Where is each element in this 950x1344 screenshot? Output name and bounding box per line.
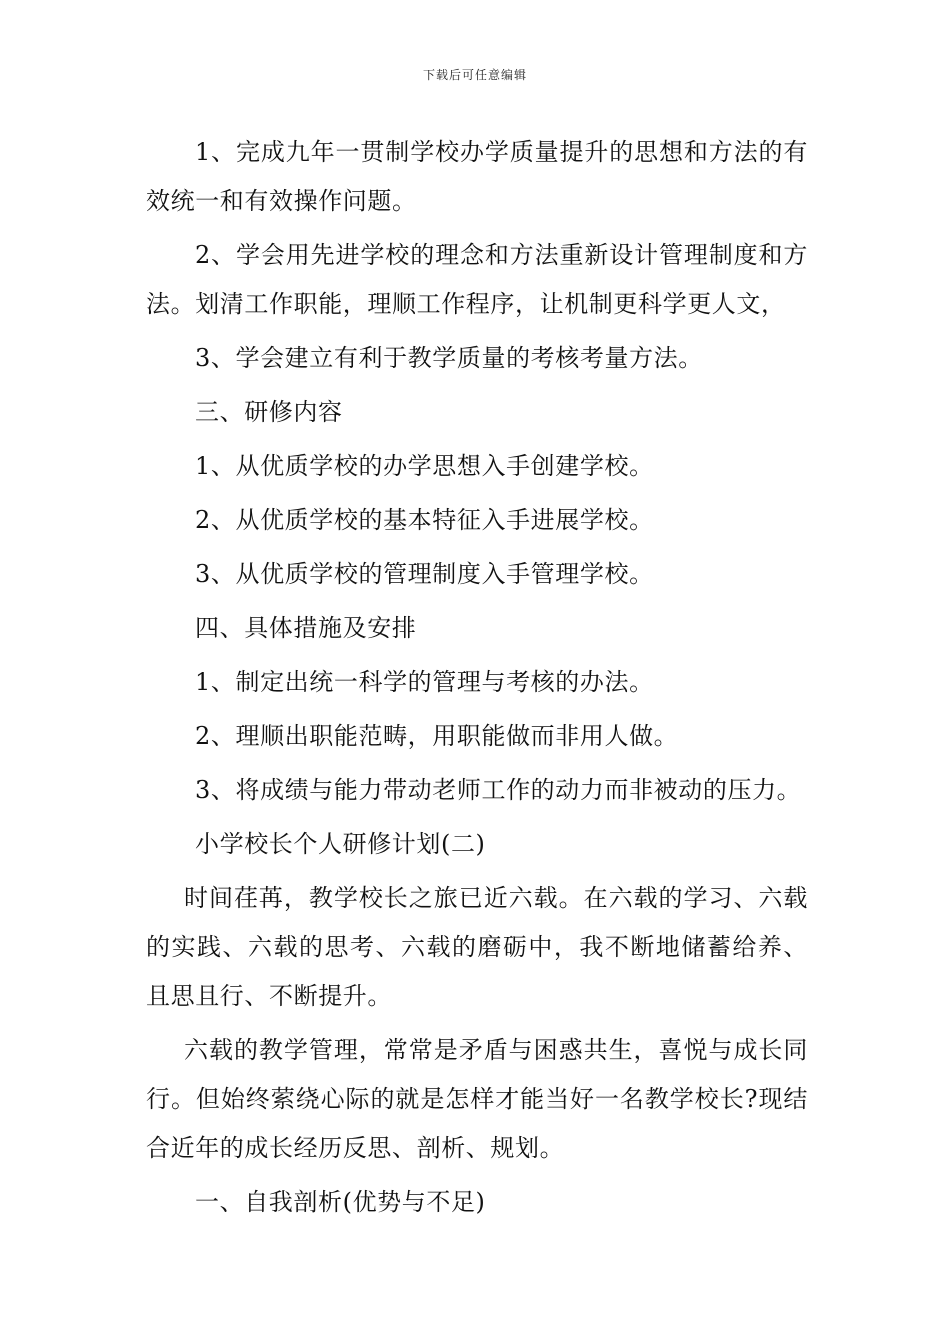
section-heading-self-analysis: 一、自我剖析(优势与不足)	[195, 1188, 486, 1216]
page-header-note: 下载后可任意编辑	[422, 68, 527, 82]
section-heading-content: 三、研修内容	[195, 398, 343, 426]
paragraph-goal-1: 1、完成九年一贯制学校办学质量提升的思想和方法的有效统一和有效操作问题。	[146, 138, 808, 215]
document-subtitle: 小学校长个人研修计划(二)	[195, 830, 486, 858]
paragraph-content-1: 1、从优质学校的办学思想入手创建学校。	[195, 452, 654, 480]
paragraph-measure-2: 2、理顺出职能范畴，用职能做而非用人做。	[195, 722, 679, 750]
paragraph-intro: 时间荏苒，教学校长之旅已近六载。在六载的学习、六载的实践、六载的思考、六载的磨砺中，我不断地储蓄给养、且思且行、不断提升。	[146, 884, 808, 1010]
section-heading-measures: 四、具体措施及安排	[195, 614, 417, 642]
paragraph-content-3: 3、从优质学校的管理制度入手管理学校。	[195, 560, 654, 588]
document-body	[146, 128, 808, 1232]
paragraph-goal-3: 3、学会建立有利于教学质量的考核考量方法。	[195, 344, 703, 372]
paragraph-measure-1: 1、制定出统一科学的管理与考核的办法。	[195, 668, 654, 696]
paragraph-measure-3: 3、将成绩与能力带动老师工作的动力而非被动的压力。	[195, 776, 802, 804]
paragraph-goal-2: 2、学会用先进学校的理念和方法重新设计管理制度和方法。划清工作职能，理顺工作程序，让机制更科学更人文，	[146, 241, 808, 318]
paragraph-content-2: 2、从优质学校的基本特征入手进展学校。	[195, 506, 654, 534]
paragraph-reflection: 六载的教学管理，常常是矛盾与困惑共生，喜悦与成长同行。但始终萦绕心际的就是怎样才能当好一名教学校长?现结合近年的成长经历反思、剖析、规划。	[146, 1036, 808, 1162]
